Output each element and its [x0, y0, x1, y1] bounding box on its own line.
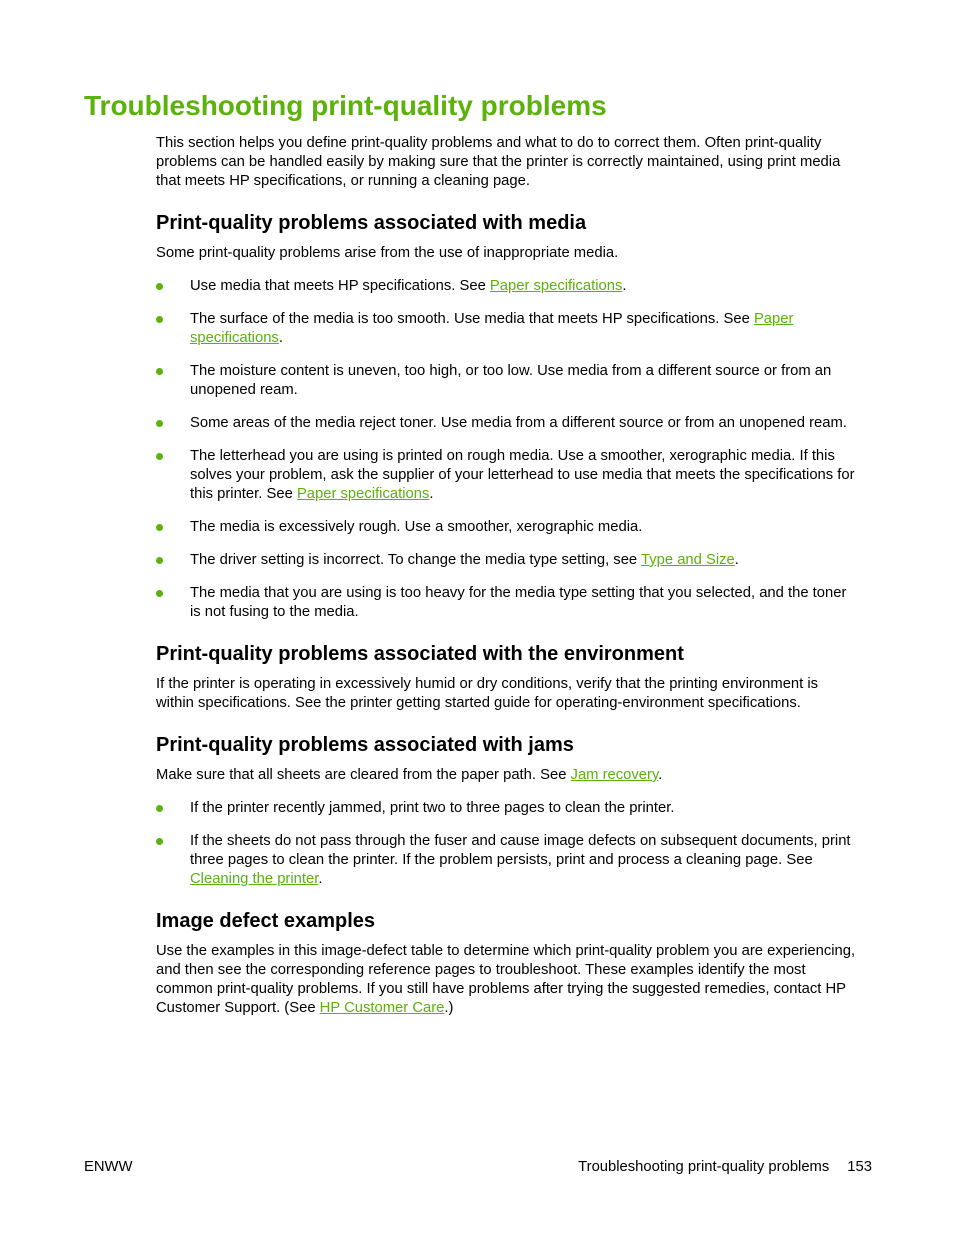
cross-reference-link[interactable]: Paper specifications: [489, 278, 623, 294]
list-item-text: If the printer recently jammed, print two to three pages to clean the printer.: [190, 800, 675, 816]
list-item-punctuation: .: [278, 330, 283, 346]
list-item-text: The surface of the media is too smooth. Use media that meets HP specifications. See: [190, 311, 754, 327]
list-item-text: The moisture content is uneven, too high, or too low. Use media from a different source or from an unopened ream.: [190, 363, 832, 398]
hp-customer-care-link[interactable]: HP Customer Care: [319, 1000, 445, 1016]
page-number: 153: [847, 1159, 872, 1175]
media-intro: Some print-quality problems arise from the use of inappropriate media.: [156, 245, 619, 261]
jams-intro: [156, 766, 856, 785]
list-item-text: If the sheets do not pass through the fuser and cause image defects on subsequent documents, print three pages to clean the printer. If the problem persists, print and process a cleaning page. See: [190, 833, 851, 868]
bullet-icon: [156, 420, 163, 427]
list-item-punctuation: .: [318, 871, 323, 887]
list-item: [156, 310, 856, 348]
defects-heading: Image defect examples: [156, 910, 375, 932]
list-item: [156, 518, 856, 537]
list-item-text: Use media that meets HP specifications. See: [190, 278, 490, 294]
bullet-icon: [156, 590, 163, 597]
jams-intro-after: .: [658, 767, 663, 783]
defects-after: .): [444, 1000, 454, 1016]
cross-reference-link[interactable]: Paper specifications: [190, 311, 794, 346]
list-item: [156, 414, 856, 433]
cross-reference-link[interactable]: Type and Size: [641, 552, 735, 568]
list-item: [156, 362, 856, 400]
list-item-punctuation: .: [622, 278, 627, 294]
footer-right: [578, 1158, 872, 1177]
list-item-text: The media is excessively rough. Use a smoother, xerographic media.: [190, 519, 643, 535]
bullet-icon: [156, 557, 163, 564]
bullet-icon: [156, 368, 163, 375]
cross-reference-link[interactable]: Paper specifications: [296, 486, 430, 502]
bullet-icon: [156, 838, 163, 845]
bullet-icon: [156, 283, 163, 290]
footer-section-title: Troubleshooting print-quality problems: [578, 1159, 830, 1175]
media-heading: Print-quality problems associated with media: [156, 212, 587, 234]
environment-heading: Print-quality problems associated with the environment: [156, 643, 684, 665]
list-item: [156, 551, 856, 570]
list-item-text: The letterhead you are using is printed on rough media. Use a smoother, xerographic media. If this solves your problem, ask the supplier of your letterhead to use media that meets the specifications for this printer. See: [190, 448, 855, 502]
media-bullet-list: [156, 277, 856, 622]
list-item-text: The media that you are using is too heavy for the media type setting that you selected, and the toner is not fusing to the media.: [190, 585, 847, 620]
list-item: [156, 832, 856, 889]
bullet-icon: [156, 805, 163, 812]
list-item: [156, 447, 856, 504]
list-item-text: The driver setting is incorrect. To change the media type setting, see: [190, 552, 642, 568]
environment-paragraph: If the printer is operating in excessively humid or dry conditions, verify that the printing environment is within specifications. See the printer getting started guide for operating-environment specifications.: [156, 676, 819, 711]
bullet-icon: [156, 316, 163, 323]
list-item-punctuation: .: [734, 552, 739, 568]
list-item: [156, 799, 856, 818]
intro-paragraph: This section helps you define print-quality problems and what to do to correct them. Often print-quality problems can be handled easily by making sure that the printer is correctly maintained, using print media that meets HP specifications, or running a cleaning page.: [156, 135, 841, 189]
list-item: [156, 584, 856, 622]
footer-left-label: ENWW: [84, 1159, 133, 1175]
bullet-icon: [156, 524, 163, 531]
page-title: Troubleshooting print-quality problems: [84, 90, 607, 121]
jams-bullet-list: [156, 799, 856, 889]
bullet-icon: [156, 453, 163, 460]
defects-text: Use the examples in this image-defect table to determine which print-quality problem you are experiencing, and then see the corresponding reference pages to troubleshoot. These examples identify the most common print-quality problems. If you still have problems after trying the suggested remedies, contact HP Customer Support. (See: [156, 943, 856, 1016]
list-item-text: Some areas of the media reject toner. Use media from a different source or from an unopened ream.: [190, 415, 847, 431]
list-item: [156, 277, 856, 296]
cross-reference-link[interactable]: Cleaning the printer: [190, 871, 319, 887]
jam-recovery-link[interactable]: Jam recovery: [570, 767, 659, 783]
list-item-punctuation: .: [429, 486, 434, 502]
jams-intro-text: Make sure that all sheets are cleared from the paper path. See: [156, 767, 571, 783]
defects-paragraph: [156, 942, 856, 1018]
content-body: [156, 134, 856, 1018]
jams-heading: Print-quality problems associated with jams: [156, 734, 574, 756]
